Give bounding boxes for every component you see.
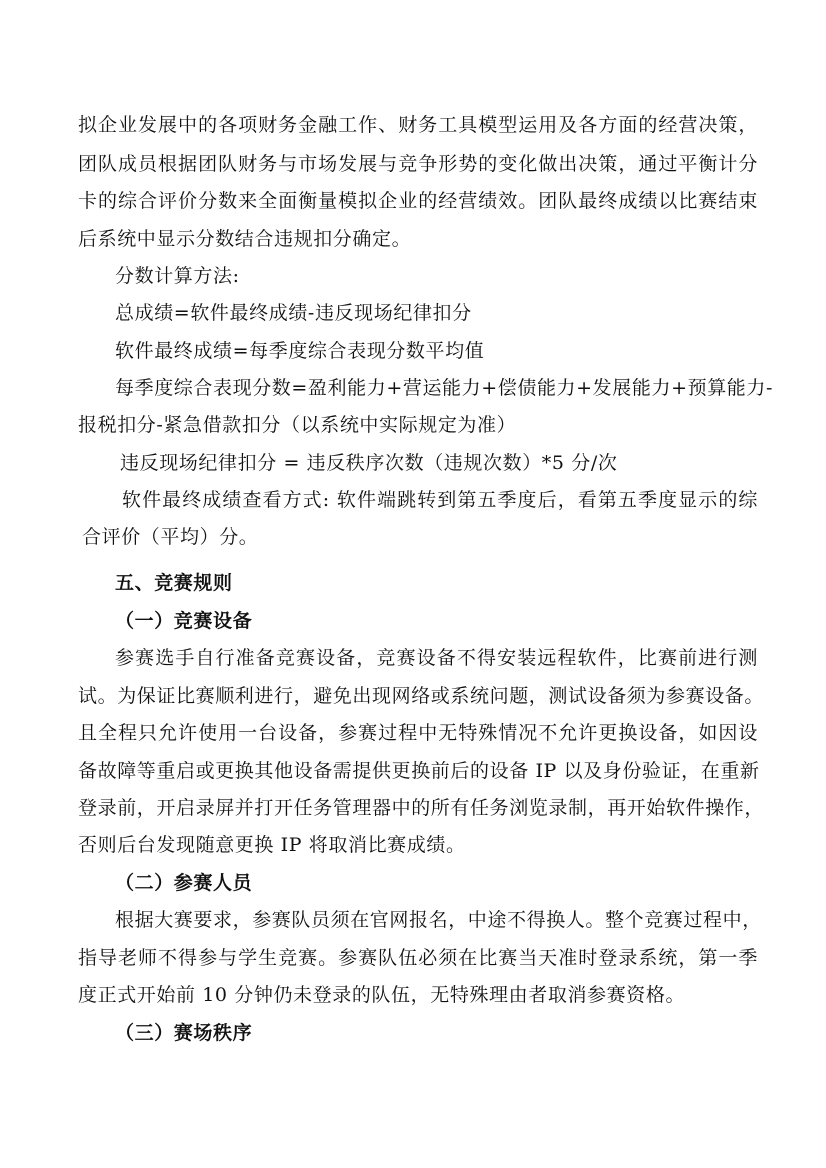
subsection-heading: （二）参赛人员 [115,872,253,894]
body-text-line: 参赛选手自行准备竞赛设备，竞赛设备不得安装远程软件，比赛前进行测 [115,647,758,669]
section-heading: 五、竞赛规则 [115,572,233,594]
body-text-line: 度正式开始前 10 分钟仍未登录的队伍，无特殊理由者取消参赛资格。 [78,984,686,1006]
subsection-heading: （三）赛场秩序 [115,1022,253,1044]
body-text-line: 指导老师不得参与学生竞赛。参赛队伍必须在比赛当天准时登录系统，第一季 [78,947,758,969]
body-text-line: 卡的综合评价分数来全面衡量模拟企业的经营绩效。团队最终成绩以比赛结束 [78,190,758,212]
formula-line: 总成绩=软件最终成绩-违反现场纪律扣分 [115,302,472,324]
subsection-heading: （一）竞赛设备 [115,610,253,632]
formula-line: 违反现场纪律扣分 = 违反秩序次数（违规次数）*5 分/次 [120,452,618,474]
body-text-line: 否则后台发现随意更换 IP 将取消比赛成绩。 [78,834,466,856]
formula-heading: 分数计算方法: [115,265,240,287]
body-text-line: 团队成员根据团队财务与市场发展与竞争形势的变化做出决策，通过平衡计分 [78,153,758,175]
body-text-line: 软件最终成绩查看方式: 软件端跳转到第五季度后，看第五季度显示的综 [122,489,758,511]
body-text-line: 备故障等重启或更换其他设备需提供更换前后的设备 IP 以及身份验证，在重新 [78,760,760,782]
formula-line: 软件最终成绩=每季度综合表现分数平均值 [115,340,485,362]
body-text-line: 合评价（平均）分。 [82,526,259,548]
body-text-line: 拟企业发展中的各项财务金融工作、财务工具模型运用及各方面的经营决策， [78,114,758,136]
formula-line: 每季度综合表现分数=盈利能力+营运能力+偿债能力+发展能力+预算能力- [115,377,774,399]
body-text-line: 且全程只允许使用一台设备，参赛过程中无特殊情况不允许更换设备，如因设 [78,722,758,744]
body-text-line: 根据大赛要求，参赛队员须在官网报名，中途不得换人。整个竞赛过程中， [115,909,762,931]
formula-line: 报税扣分-紧急借款扣分（以系统中实际规定为准） [78,414,517,436]
body-text-line: 试。为保证比赛顺利进行，避免出现网络或系统问题，测试设备须为参赛设备。 [78,685,765,707]
body-text-line: 登录前，开启录屏并打开任务管理器中的所有任务浏览录制，再开始软件操作， [78,797,765,819]
body-text-line: 后系统中显示分数结合违规扣分确定。 [78,228,412,250]
